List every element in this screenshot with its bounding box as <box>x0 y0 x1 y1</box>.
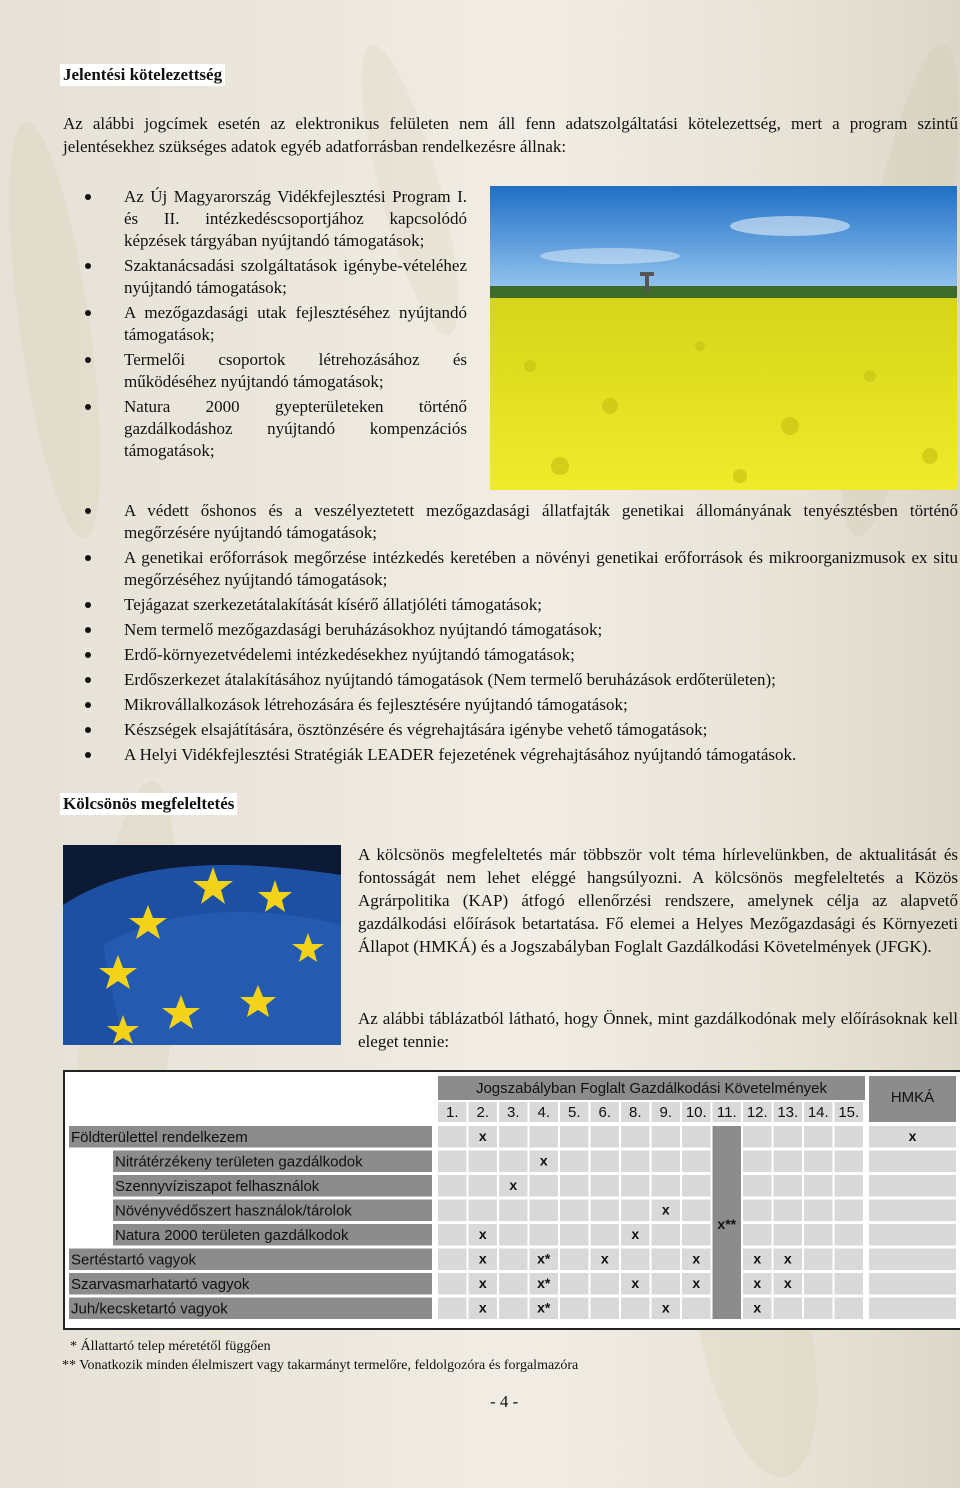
table-cell <box>438 1224 467 1246</box>
table-cell <box>591 1175 620 1197</box>
table-cell <box>591 1224 620 1246</box>
table-mark: x <box>539 1152 548 1169</box>
table-hmka-cell <box>869 1249 956 1271</box>
table-row-label: Sertéstartó vagyok <box>71 1251 197 1269</box>
bullet-list-narrow <box>63 186 467 465</box>
table-cell <box>804 1151 833 1173</box>
table-cell <box>530 1175 559 1197</box>
table-cell <box>835 1224 864 1246</box>
table-cell <box>835 1175 864 1197</box>
page-number: - 4 - <box>490 1392 519 1411</box>
table-row-label: Juh/kecsketartó vagyok <box>71 1300 228 1318</box>
table-row-label: Szarvasmarhatartó vagyok <box>71 1276 250 1293</box>
table-cell <box>438 1200 467 1222</box>
table-cell <box>774 1298 803 1320</box>
table-mark: x <box>631 1275 640 1291</box>
table-cell <box>438 1175 467 1197</box>
table-cell <box>621 1151 650 1173</box>
bullet-item: Erdő-környezetvédelemi intézkedésekhez nyújtandó támogatások; <box>63 644 958 666</box>
bullet-item: Mikrovállalkozások létrehozására és fejlesztésére nyújtandó támogatások; <box>63 694 958 716</box>
table-column-header: 2. <box>476 1104 490 1121</box>
bullet-list-wide <box>63 500 958 769</box>
table-cell <box>682 1200 711 1222</box>
table-cell <box>438 1249 467 1271</box>
table-cell <box>743 1200 772 1222</box>
table-mark: x <box>783 1250 792 1267</box>
table-mark: x <box>753 1250 762 1267</box>
table-cell <box>499 1126 528 1148</box>
bullet-item: Szaktanácsadási szolgáltatások igénybe-vételéhez nyújtandó támogatások; <box>63 255 467 299</box>
table-mark: x <box>692 1275 701 1291</box>
compliance-paragraph-1: A kölcsönös megfeleltetés már többször volt téma hírlevelünkben, de aktualitását és fontosságát nem lehet eléggé hangsúlyozni. A kölcsönös megfeleltetés a Közös Agrárpolitika (KAP) átfogó ellenőrzési rendszere, amelynek célja az alapvető gazdálkodási előírások betartatása. Fő elemei a Helyes Mezőgazdasági és Környezeti Állapot (HMKÁ) és a Jogszabályban Foglalt Gazdálkodási Követelmények (JFGK). <box>358 845 958 956</box>
section-title-compliance: Kölcsönös megfeleltetés <box>60 793 237 815</box>
table-cell <box>438 1151 467 1173</box>
table-hmka-cell <box>869 1175 956 1197</box>
table-column-header: 14. <box>807 1104 829 1121</box>
table-mark: x* <box>537 1299 551 1316</box>
table-cell <box>530 1200 559 1222</box>
table-column-header: 3. <box>506 1104 520 1121</box>
table-cell <box>804 1298 833 1320</box>
table-cell <box>560 1249 589 1271</box>
table-cell <box>774 1126 803 1148</box>
table-mark: x <box>692 1250 701 1267</box>
table-cell <box>621 1249 650 1271</box>
table-cell <box>469 1200 498 1222</box>
bullet-item: Az Új Magyarország Vidékfejlesztési Program I. és II. intézkedéscsoportjához kapcsolódó képzések tárgyában nyújtandó támogatások; <box>63 186 467 252</box>
table-cell <box>682 1126 711 1148</box>
table-cell <box>804 1273 833 1295</box>
table-column-header: 1. <box>445 1104 459 1121</box>
table-cell <box>560 1151 589 1173</box>
table-cell <box>499 1151 528 1173</box>
bullet-item: Nem termelő mezőgazdasági beruházásokhoz nyújtandó támogatások; <box>63 619 958 641</box>
bullet-item: A genetikai erőforrások megőrzése intézkedés keretében a növényi genetikai erőforrások és mikroorganizmusok ex situ megőrzéséhez nyújtandó támogatások; <box>63 547 958 591</box>
table-cell <box>774 1224 803 1246</box>
table-column-header: 15. <box>838 1104 860 1121</box>
table-cell <box>530 1126 559 1148</box>
table-cell <box>652 1151 681 1173</box>
table-mark: x* <box>537 1250 551 1267</box>
table-cell <box>804 1224 833 1246</box>
table-cell <box>652 1126 681 1148</box>
table-mark: x <box>478 1275 487 1291</box>
table-cell <box>682 1175 711 1197</box>
table-hmka-cell <box>869 1298 956 1320</box>
table-column-header: 8. <box>628 1104 642 1121</box>
table-mark: x <box>661 1299 670 1316</box>
table-mark: x <box>478 1250 487 1267</box>
table-cell <box>530 1224 559 1246</box>
table-cell <box>560 1126 589 1148</box>
requirements-table <box>63 1070 960 1330</box>
table-cell <box>835 1249 864 1271</box>
table-hmka-cell <box>869 1224 956 1246</box>
table-cell <box>743 1126 772 1148</box>
table-cell <box>682 1224 711 1246</box>
table-column-header: 12. <box>746 1104 768 1121</box>
table-cell <box>774 1200 803 1222</box>
table-cell <box>591 1200 620 1222</box>
table-cell <box>469 1175 498 1197</box>
table-mark: x <box>478 1226 487 1242</box>
table-mark: x <box>661 1201 670 1218</box>
table-cell <box>835 1200 864 1222</box>
table-cell <box>499 1298 528 1320</box>
table-mark: x <box>478 1299 487 1316</box>
table-cell <box>835 1298 864 1320</box>
table-cell <box>652 1175 681 1197</box>
table-cell <box>499 1273 528 1295</box>
table-cell <box>438 1126 467 1148</box>
table-column-header: 6. <box>598 1104 612 1121</box>
table-mark: x <box>753 1299 762 1316</box>
table-cell <box>804 1175 833 1197</box>
table-mark: x <box>509 1177 518 1193</box>
rapeseed-field-image <box>490 186 957 490</box>
footnote-2: ** Vonatkozik minden élelmiszert vagy takarmányt termelőre, feldolgozóra és forgalmazóra <box>62 1358 579 1373</box>
table-cell <box>804 1200 833 1222</box>
table-cell <box>438 1298 467 1320</box>
table-row-label: Szennyvíziszapot felhasználok <box>115 1178 320 1195</box>
table-row-label: Földterülettel rendelkezem <box>71 1129 248 1146</box>
table-column-header: 10. <box>685 1104 707 1121</box>
eu-flag-image <box>63 845 341 1045</box>
table-mark: x <box>783 1275 792 1291</box>
table-cell <box>835 1273 864 1295</box>
table-cell <box>499 1200 528 1222</box>
table-cell <box>774 1175 803 1197</box>
table-cell <box>560 1298 589 1320</box>
table-cell <box>743 1151 772 1173</box>
table-row-label: Nitrátérzékeny területen gazdálkodok <box>115 1153 363 1171</box>
requirements-table-svg <box>65 1072 960 1328</box>
table-cell <box>560 1224 589 1246</box>
table-cell <box>621 1126 650 1148</box>
bullet-item: Erdőszerkezet átalakításához nyújtandó támogatások (Nem termelő beruházások erdőterületen); <box>63 669 958 691</box>
bullet-item: Készségek elsajátítására, ösztönzésére és végrehajtására igénybe vehető támogatások; <box>63 719 958 741</box>
table-merged-mark: x** <box>717 1216 737 1232</box>
table-cell <box>804 1126 833 1148</box>
table-mark: x <box>478 1128 487 1144</box>
table-cell <box>743 1224 772 1246</box>
table-cell <box>652 1224 681 1246</box>
bullet-item: A védett őshonos és a veszélyeztetett mezőgazdasági állatfajták genetikai állományának tenyésztésben történő megőrzésére nyújtandó támogatások; <box>63 500 958 544</box>
table-cell <box>835 1126 864 1148</box>
table-cell <box>835 1151 864 1173</box>
table-cell <box>682 1298 711 1320</box>
table-column-header: 5. <box>567 1104 581 1121</box>
table-group-header: Jogszabályban Foglalt Gazdálkodási Követelmények <box>475 1080 828 1097</box>
bullet-item: A mezőgazdasági utak fejlesztéséhez nyújtandó támogatások; <box>63 302 467 346</box>
bullet-item: Natura 2000 gyepterületeken történő gazdálkodáshoz nyújtandó kompenzációs támogatások; <box>63 396 467 462</box>
bullet-item: A Helyi Vidékfejlesztési Stratégiák LEADER fejezetének végrehajtásához nyújtandó támogatások. <box>63 744 958 766</box>
table-row-label: Natura 2000 területen gazdálkodok <box>115 1227 349 1244</box>
table-cell <box>560 1273 589 1295</box>
table-cell <box>652 1273 681 1295</box>
table-cell <box>652 1249 681 1271</box>
table-cell <box>560 1200 589 1222</box>
bullet-item: Tejágazat szerkezetátalakítását kísérő állatjóléti támogatások; <box>63 594 958 616</box>
table-cell <box>591 1298 620 1320</box>
bullet-item: Termelői csoportok létrehozásához és működéséhez nyújtandó támogatások; <box>63 349 467 393</box>
table-column-header: 13. <box>777 1104 799 1121</box>
table-cell <box>469 1151 498 1173</box>
table-hmka-header: HMKÁ <box>890 1089 935 1106</box>
table-hmka-cell <box>869 1200 956 1222</box>
table-cell <box>804 1249 833 1271</box>
table-cell <box>621 1175 650 1197</box>
table-cell <box>438 1273 467 1295</box>
table-cell <box>499 1224 528 1246</box>
table-hmka-cell <box>869 1151 956 1173</box>
table-hmka-mark: x <box>908 1128 917 1144</box>
footnote-1: * Állattartó telep méretétől függően <box>70 1339 271 1354</box>
table-cell <box>774 1151 803 1173</box>
table-cell <box>743 1175 772 1197</box>
table-cell <box>560 1175 589 1197</box>
table-hmka-cell <box>869 1273 956 1295</box>
section-title-reporting: Jelentési kötelezettség <box>60 64 225 86</box>
table-column-header: 4. <box>537 1104 551 1121</box>
table-cell <box>591 1126 620 1148</box>
table-mark: x <box>631 1226 640 1242</box>
table-mark: x <box>600 1250 609 1267</box>
table-cell <box>591 1273 620 1295</box>
table-cell <box>499 1249 528 1271</box>
table-cell <box>621 1200 650 1222</box>
table-cell <box>591 1151 620 1173</box>
table-mark: x* <box>537 1275 551 1291</box>
reporting-intro: Az alábbi jogcímek esetén az elektronikus felületen nem áll fenn adatszolgáltatási kötelezettség, mert a program szintű jelentésekhez szükséges adatok egyéb adatforrásban rendelkezésre állnak: <box>63 114 958 156</box>
compliance-paragraph-2: Az alábbi táblázatból látható, hogy Önnek, mint gazdálkodónak mely előírásoknak kell eleget tennie: <box>358 1009 958 1051</box>
table-row-label: Növényvédőszert használok/tárolok <box>115 1202 352 1220</box>
table-cell <box>621 1298 650 1320</box>
table-column-header: 9. <box>659 1104 673 1121</box>
table-mark: x <box>753 1275 762 1291</box>
table-column-header: 11. <box>716 1104 737 1121</box>
table-cell <box>682 1151 711 1173</box>
